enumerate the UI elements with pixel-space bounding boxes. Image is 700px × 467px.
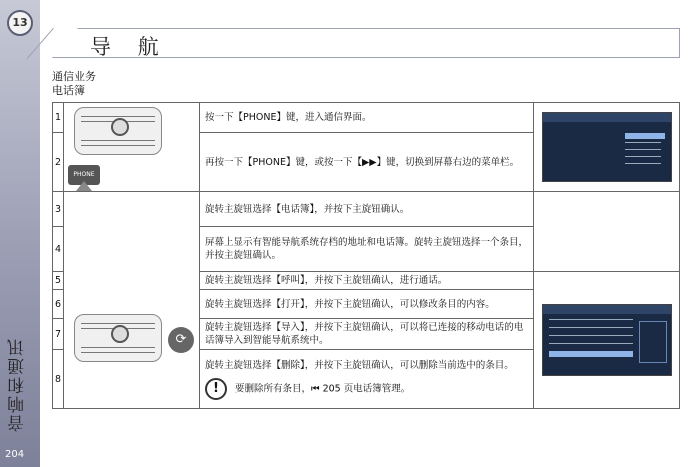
- page-title: 导 航: [90, 35, 169, 59]
- step-8-text: 旋转主旋钮选择【删除】，并按下主旋钮确认，可以删除当前选中的条目。: [205, 359, 514, 371]
- console-image-dial: [64, 192, 200, 409]
- note-text: 要删除所有条目，⏮ 205 页电话簿管理。: [235, 383, 411, 394]
- step-number: 4: [53, 227, 64, 272]
- empty-screen-cell: [534, 192, 680, 272]
- step-text: 按一下【PHONE】键，进入通信界面。: [200, 103, 534, 133]
- rotary-dial-icon: ⟳: [168, 327, 194, 353]
- step-number: 5: [53, 272, 64, 290]
- section-heading: [52, 70, 96, 98]
- step-text: 再按一下【PHONE】键，或按一下【▶▶】键，切换到屏幕右边的菜单栏。: [200, 133, 534, 192]
- title-bar-notch: [52, 28, 78, 58]
- chapter-sidebar: [0, 0, 40, 467]
- chapter-title: 音响和通讯: [8, 337, 28, 433]
- warning-icon: !: [205, 378, 227, 400]
- screen-menu-line: [625, 163, 661, 164]
- console-button-row: [81, 347, 155, 353]
- console-button-row: [81, 140, 155, 146]
- screen-list-line: [549, 335, 633, 336]
- step-number: 6: [53, 290, 64, 319]
- step-text: 旋转主旋钮选择【打开】，并按下主旋钮确认，可以修改条目的内容。: [200, 290, 534, 319]
- screen-highlight-row: [549, 351, 633, 357]
- radio-console-icon: [74, 314, 162, 362]
- screen-side-menu: [639, 321, 667, 363]
- table-row: [53, 192, 680, 227]
- steps-table: [52, 102, 680, 409]
- step-text: 旋转主旋钮选择【导入】，并按下主旋钮确认，可以将已连接的移动电话的电话簿导入到智能导航系统中。: [200, 319, 534, 350]
- phone-key-icon: PHONE: [68, 165, 100, 185]
- arrow-up-icon: [76, 181, 92, 191]
- step-text: 旋转主旋钮选择【呼叫】，并按下主旋钮确认，进行通话。: [200, 272, 534, 290]
- step-number: 3: [53, 192, 64, 227]
- screen-highlight-row: [625, 133, 665, 139]
- step-number: 7: [53, 319, 64, 350]
- screen-menu-line: [625, 142, 661, 143]
- screen-header-bar: [543, 305, 671, 314]
- screen-menu-line: [625, 156, 661, 157]
- step-text: 旋转主旋钮选择【电话簿】，并按下主旋钮确认。: [200, 192, 534, 227]
- table-row: [53, 103, 680, 133]
- page-number: 204: [5, 449, 25, 460]
- screen-image-phonebook: [534, 272, 680, 409]
- note-box: [205, 378, 528, 400]
- console-image-phone: [64, 103, 200, 192]
- screen-list-line: [549, 327, 633, 328]
- step-text: [200, 350, 534, 409]
- navigation-screen-phonebook: [542, 304, 672, 376]
- console-knob: [111, 325, 129, 343]
- console-knob: [111, 118, 129, 136]
- section-heading-line-2: 电话簿: [52, 84, 85, 97]
- radio-console-icon: [74, 107, 162, 155]
- step-number: 8: [53, 350, 64, 409]
- chapter-badge: 13: [7, 10, 33, 36]
- step-text: 屏幕上显示有智能导航系统存档的地址和电话簿。旋转主旋钮选择一个条目，并按主旋钮确认。: [200, 227, 534, 272]
- step-number: 2: [53, 133, 64, 192]
- section-heading-line-1: 通信业务: [52, 70, 96, 83]
- screen-list-line: [549, 343, 633, 344]
- screen-image-menu: [534, 103, 680, 192]
- screen-header-bar: [543, 113, 671, 122]
- screen-list-line: [549, 319, 633, 320]
- navigation-screen-menu: [542, 112, 672, 182]
- screen-menu-line: [625, 149, 661, 150]
- step-number: 1: [53, 103, 64, 133]
